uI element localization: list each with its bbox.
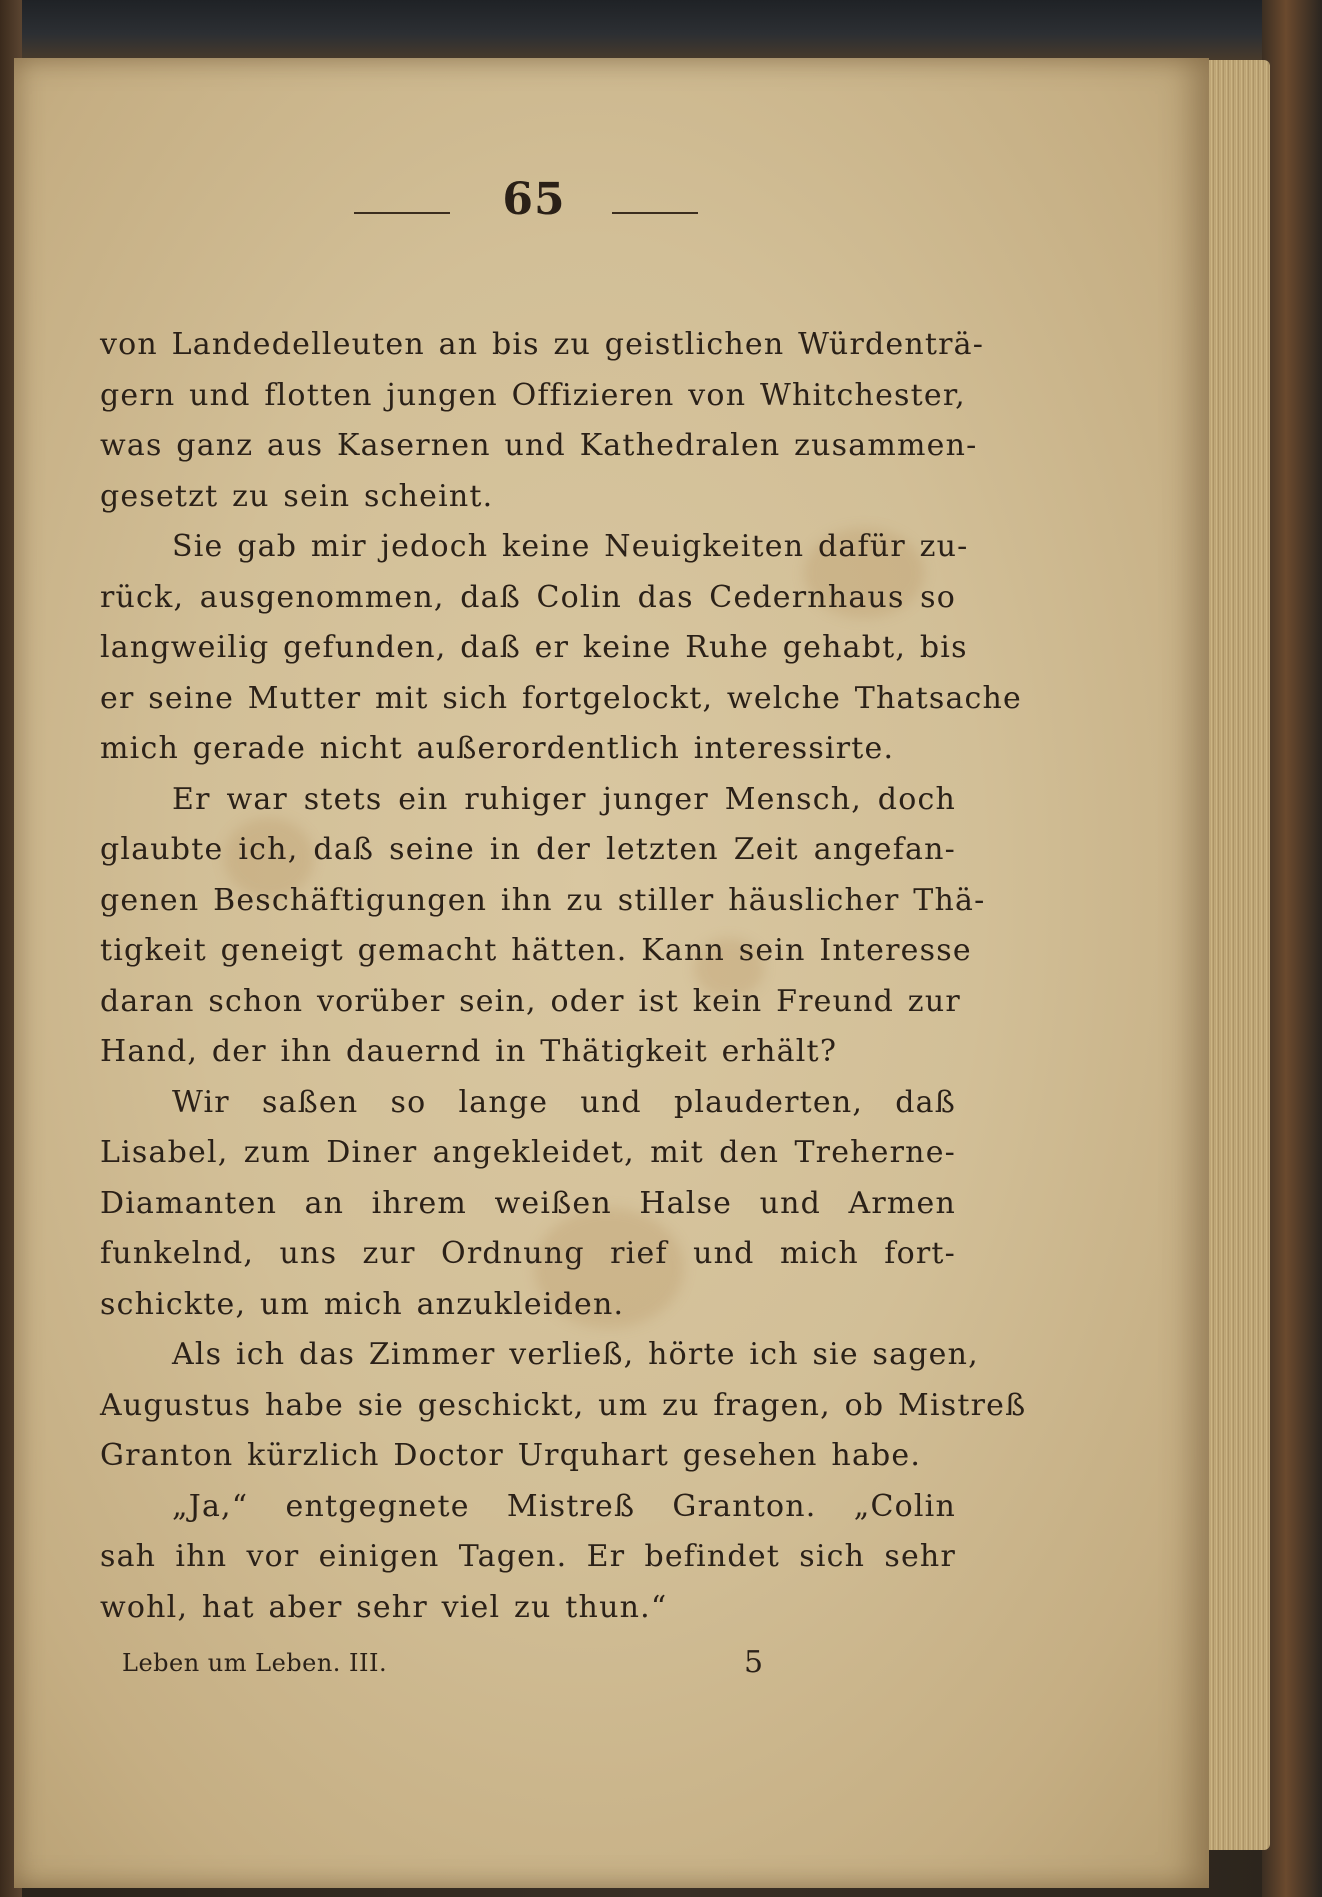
page-footer	[14, 1645, 1209, 1689]
body-text	[100, 320, 1027, 1633]
running-title: Leben um Leben. III.	[122, 1649, 388, 1677]
text-line: was ganz aus Kasernen und Kathedralen zusammen-	[100, 428, 978, 463]
text-line: genen Beschäftigungen ihn zu stiller häuslicher Thä-	[100, 882, 986, 918]
text-line: gern und flotten jungen Offizieren von Whitchester,	[100, 377, 966, 413]
text-line: Diamanten an ihrem weißen Halse und Armen	[100, 1185, 956, 1221]
text-line: tigkeit geneigt gemacht hätten. Kann sein Interesse	[100, 933, 972, 968]
text-line: Als ich das Zimmer verließ, hörte ich sie sagen,	[172, 1337, 979, 1372]
signature-mark: 5	[744, 1645, 764, 1680]
text-line: „Ja,“ entgegnete Mistreß Granton. „Colin	[172, 1488, 956, 1524]
book-page	[14, 58, 1209, 1888]
text-line: er seine Mutter mit sich fortgelockt, welche Thatsache	[100, 680, 1023, 716]
text-line: Hand, der ihn dauernd in Thätigkeit erhält?	[100, 1034, 838, 1069]
page-header	[14, 170, 1209, 240]
text-line: wohl, hat aber sehr viel zu thun.“	[100, 1589, 668, 1625]
header-rule-right	[612, 212, 698, 214]
page-number: 65	[502, 174, 566, 225]
text-line: Sie gab mir jedoch keine Neuigkeiten dafür zu-	[172, 529, 969, 564]
text-line: rück, ausgenommen, daß Colin das Cedernhaus so	[100, 579, 956, 615]
text-line: von Landedelleuten an bis zu geistlichen Würdenträ-	[100, 327, 985, 362]
text-line: langweilig gefunden, daß er keine Ruhe gehabt, bis	[100, 630, 968, 665]
text-line: Granton kürzlich Doctor Urquhart gesehen habe.	[100, 1438, 922, 1473]
text-line: Wir saßen so lange und plauderten, daß	[172, 1084, 956, 1120]
text-line: funkelnd, uns zur Ordnung rief und mich fort-	[100, 1236, 956, 1271]
text-line: gesetzt zu sein scheint.	[100, 478, 494, 514]
text-line: Augustus habe sie geschickt, um zu fragen, ob Mistreß	[100, 1387, 1027, 1423]
text-line: glaubte ich, daß seine in der letzten Zeit angefan-	[100, 832, 956, 867]
text-line: sah ihn vor einigen Tagen. Er befindet sich sehr	[100, 1539, 956, 1574]
text-line: schickte, um mich anzukleiden.	[100, 1286, 625, 1322]
text-line: Er war stets ein ruhiger junger Mensch, doch	[172, 781, 956, 817]
text-line: Lisabel, zum Diner angekleidet, mit den Treherne-	[100, 1135, 956, 1170]
text-line: daran schon vorüber sein, oder ist kein Freund zur	[100, 983, 961, 1019]
header-rule-left	[354, 212, 450, 214]
book-cover-right	[1262, 0, 1322, 1897]
text-line: mich gerade nicht außerordentlich interessirte.	[100, 731, 895, 766]
book-cover-top	[0, 0, 1322, 62]
